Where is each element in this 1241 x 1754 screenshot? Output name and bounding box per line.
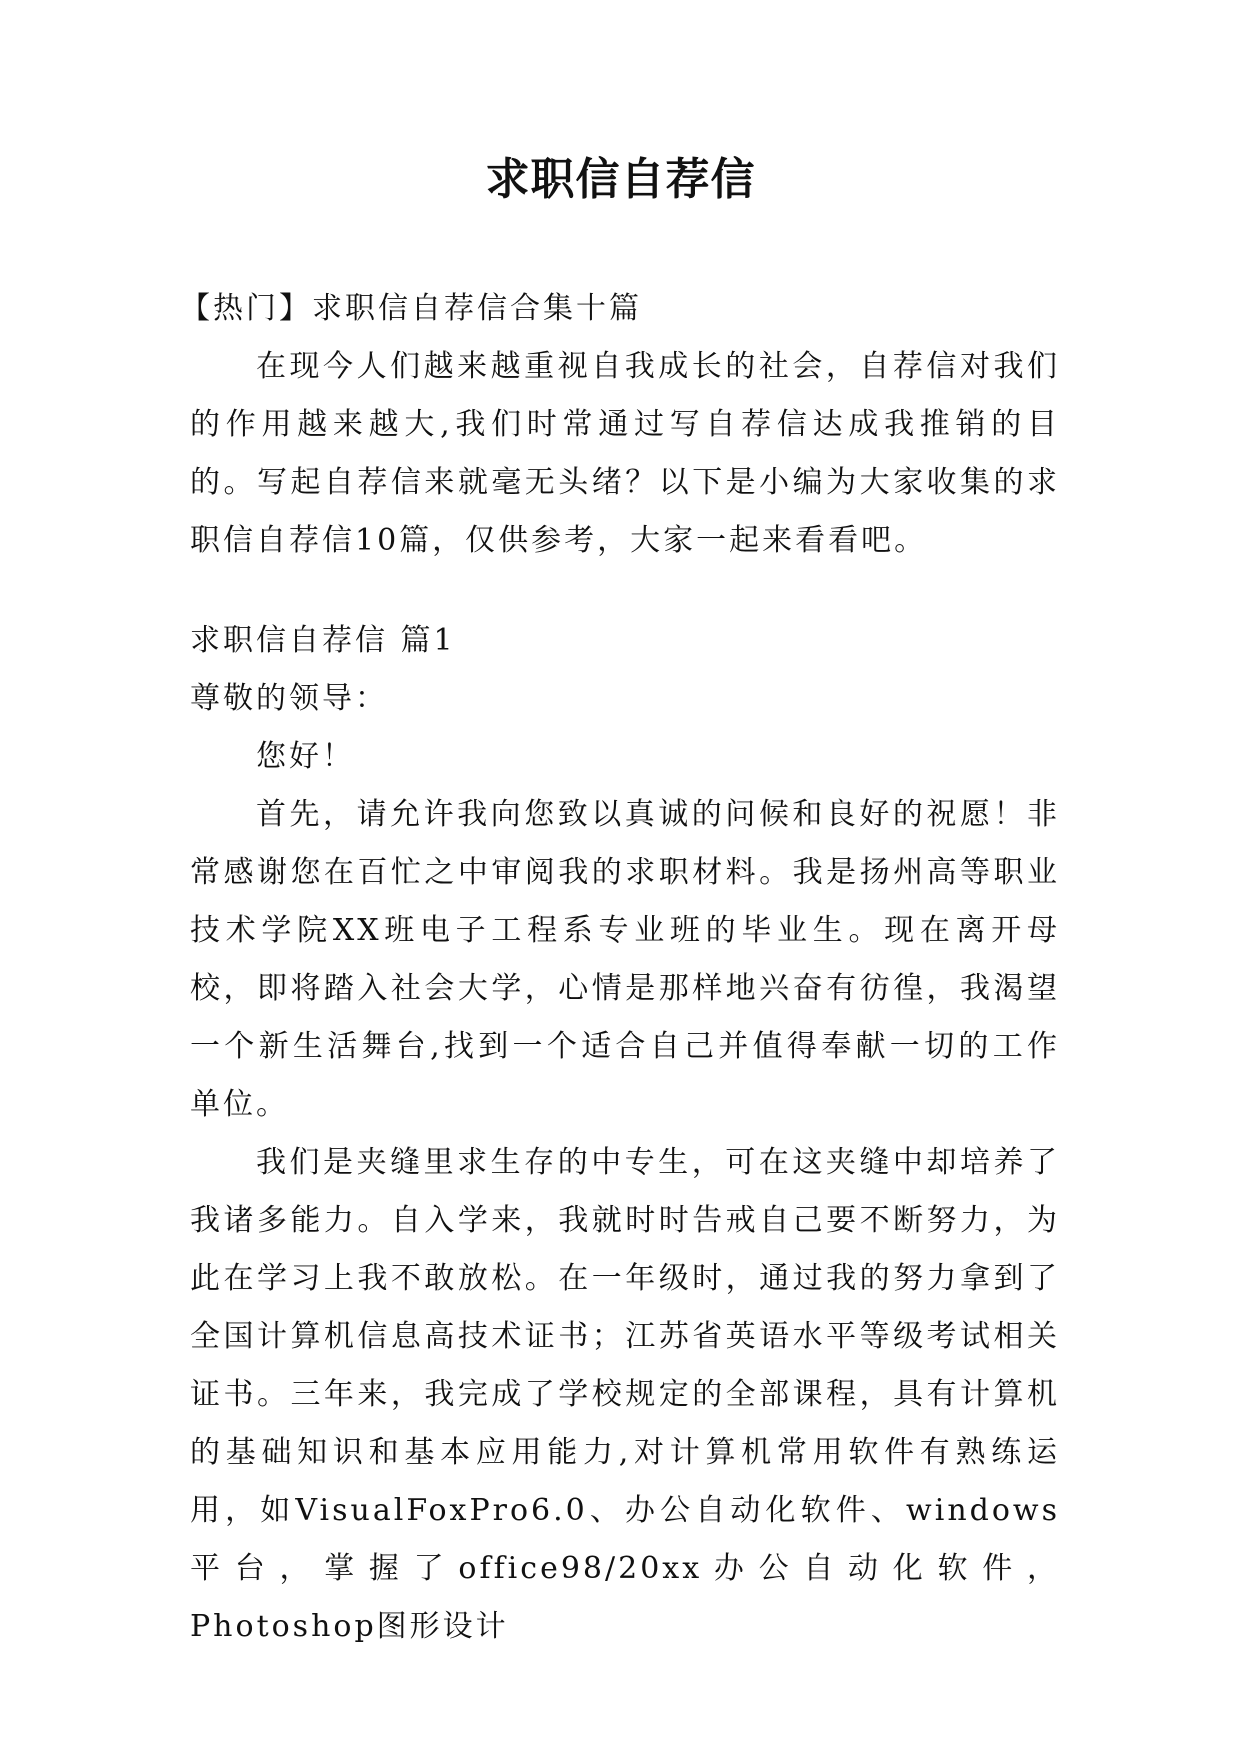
greeting: 您好！ [256,739,355,774]
section-heading: 求职信自荐信 篇1 [190,623,456,658]
document-body [180,280,1060,1656]
body-paragraph-1: 首先，请允许我向您致以真诚的问候和良好的祝愿！非常感谢您在百忙之中审阅我的求职材料。我是扬州高等职业技术学院XX班电子工程系专业班的毕业生。现在离开母校，即将踏入社会大学，心情是那样地兴奋有彷徨，我渴望一个新生活舞台,找到一个适合自己并值得奉献一切的工作单位。 [190,797,1060,1122]
document-title: 求职信自荐信 [485,154,756,205]
intro-paragraph: 在现今人们越来越重视自我成长的社会，自荐信对我们的作用越来越大,我们时常通过写自荐信达成我推销的目的。写起自荐信来就毫无头绪？以下是小编为大家收集的求职信自荐信10篇，仅供参考，大家一起来看看吧。 [190,349,1060,558]
body-paragraph-2: 我们是夹缝里求生存的中专生，可在这夹缝中却培养了我诸多能力。自入学来，我就时时告戒自己要不断努力，为此在学习上我不敢放松。在一年级时，通过我的努力拿到了全国计算机信息高技术证书；江苏省英语水平等级考试相关证书。三年来，我完成了学校规定的全部课程，具有计算机的基础知识和基本应用能力,对计算机常用软件有熟练运用，如VisualFoxPro6.0、办公自动化软件、windows平台，掌握了office98/20xx办公自动化软件，Photoshop图形设计 [190,1145,1060,1644]
salutation: 尊敬的领导： [190,681,388,716]
intro-heading: 【热门】求职信自荐信合集十篇 [180,291,642,326]
